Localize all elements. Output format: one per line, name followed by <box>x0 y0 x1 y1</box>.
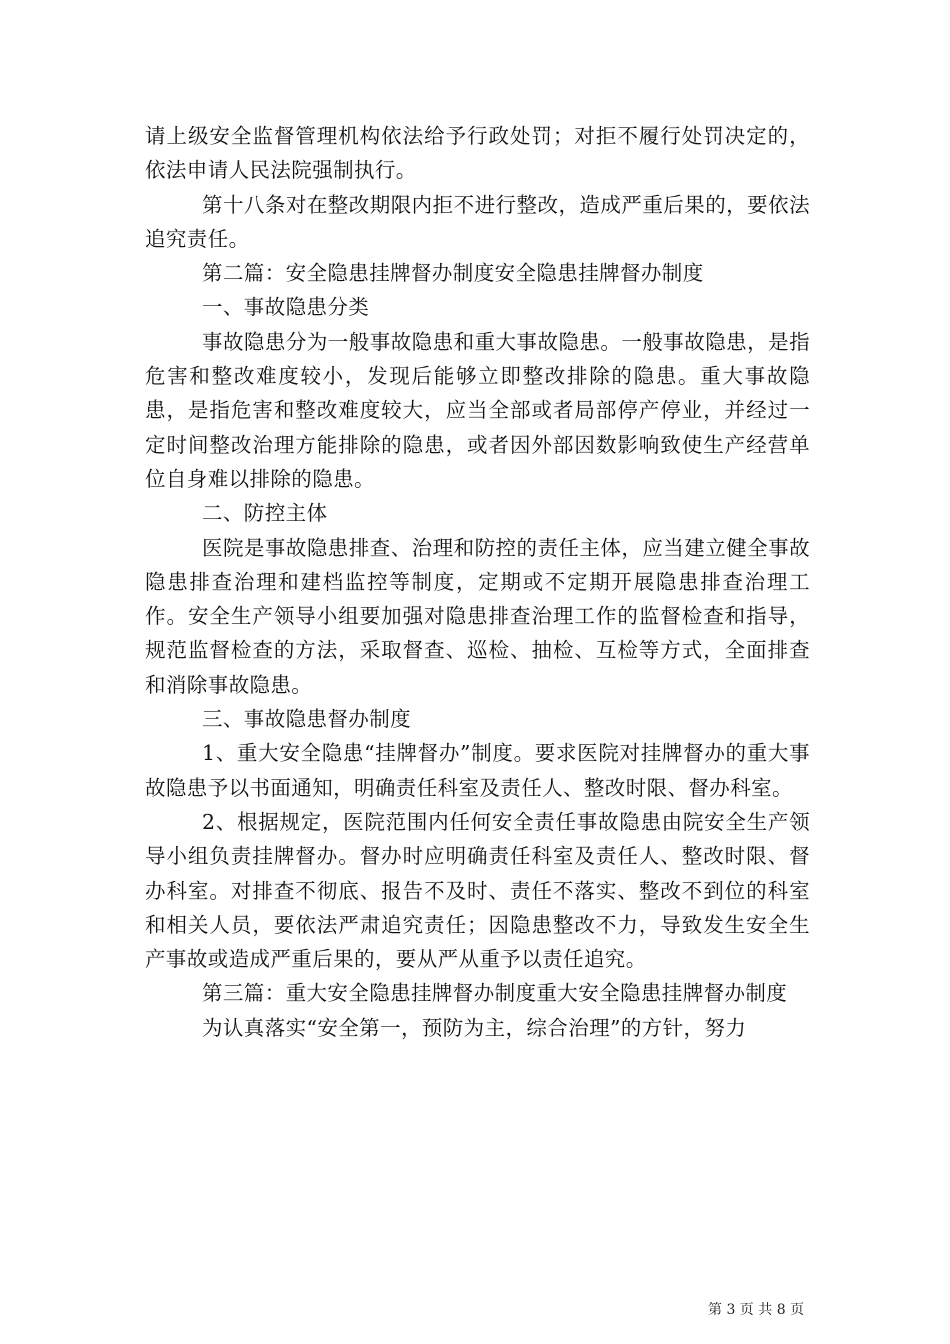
paragraph: 1、重大安全隐患“挂牌督办”制度。要求医院对挂牌督办的重大事故隐患予以书面通知，明确责任科室及责任人、整改时限、督办科室。 <box>145 741 810 800</box>
section-heading: 第三篇：重大安全隐患挂牌督办制度重大安全隐患挂牌督办制度 <box>202 981 788 1006</box>
paragraph: 请上级安全监督管理机构依法给予行政处罚；对拒不履行处罚决定的，依法申请人民法院强制执行。 <box>145 124 810 183</box>
section-heading: 第二篇：安全隐患挂牌督办制度安全隐患挂牌督办制度 <box>202 261 704 286</box>
paragraph: 为认真落实“安全第一，预防为主，综合治理”的方针，努力 <box>202 1015 747 1040</box>
document-body <box>145 119 810 1045</box>
section-heading: 二、防控主体 <box>202 501 328 526</box>
paragraph: 医院是事故隐患排查、治理和防控的责任主体，应当建立健全事故隐患排查治理和建档监控等制度，定期或不定期开展隐患排查治理工作。安全生产领导小组要加强对隐患排查治理工作的监督检查和指导，规范监督检查的方法，采取督查、巡检、抽检、互检等方式，全面排查和消除事故隐患。 <box>145 535 810 697</box>
paragraph: 事故隐患分为一般事故隐患和重大事故隐患。一般事故隐患，是指危害和整改难度较小，发现后能够立即整改排除的隐患。重大事故隐患，是指危害和整改难度较大，应当全部或者局部停产停业，并经过一定时间整改治理方能排除的隐患，或者因外部因数影响致使生产经营单位自身难以排除的隐患。 <box>145 329 810 491</box>
paragraph: 2、根据规定，医院范围内任何安全责任事故隐患由院安全生产领导小组负责挂牌督办。督办时应明确责任科室及责任人、整改时限、督办科室。对排查不彻底、报告不及时、责任不落实、整改不到位的科室和相关人员，要依法严肃追究责任；因隐患整改不力，导致发生安全生产事故或造成严重后果的，要从严从重予以责任追究。 <box>145 809 810 972</box>
paragraph: 第十八条对在整改期限内拒不进行整改，造成严重后果的，要依法追究责任。 <box>145 192 810 251</box>
section-heading: 三、事故隐患督办制度 <box>202 707 411 732</box>
section-heading: 一、事故隐患分类 <box>202 295 370 320</box>
page-number: 第 3 页 共 8 页 <box>708 1302 805 1318</box>
